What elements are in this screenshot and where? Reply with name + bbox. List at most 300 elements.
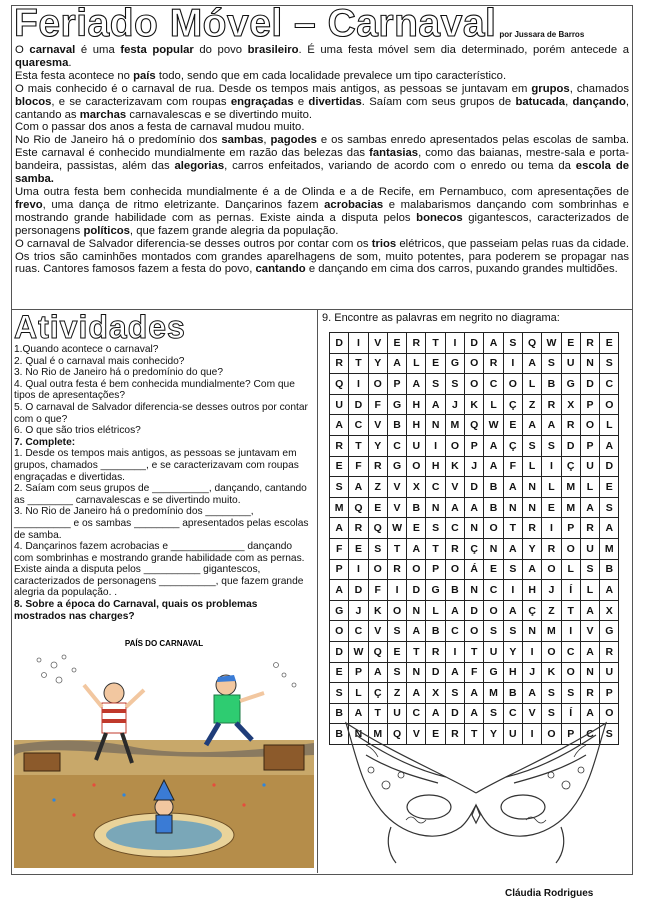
wordsearch-cell[interactable]: P	[426, 559, 445, 580]
wordsearch-cell[interactable]: Q	[349, 497, 368, 518]
wordsearch-cell[interactable]: O	[407, 559, 426, 580]
wordsearch-cell[interactable]: S	[580, 559, 599, 580]
wordsearch-cell[interactable]: N	[426, 415, 445, 436]
wordsearch-cell[interactable]: L	[580, 580, 599, 601]
wordsearch-cell[interactable]: W	[542, 333, 561, 354]
wordsearch-cell[interactable]: A	[368, 662, 387, 683]
wordsearch-cell[interactable]: A	[542, 415, 561, 436]
wordsearch-cell[interactable]: B	[484, 497, 503, 518]
wordsearch-cell[interactable]: R	[445, 538, 464, 559]
wordsearch-cell[interactable]: E	[387, 333, 406, 354]
wordsearch-cell[interactable]: T	[426, 333, 445, 354]
wordsearch-cell[interactable]: V	[387, 497, 406, 518]
wordsearch-cell[interactable]: W	[484, 415, 503, 436]
wordsearch-cell[interactable]: S	[484, 703, 503, 724]
wordsearch-cell[interactable]: N	[465, 518, 484, 539]
wordsearch-cell[interactable]: E	[600, 477, 619, 498]
wordsearch-cell[interactable]: Í	[561, 580, 580, 601]
wordsearch-cell[interactable]: E	[484, 559, 503, 580]
wordsearch-cell[interactable]: A	[600, 518, 619, 539]
wordsearch-cell[interactable]: F	[349, 456, 368, 477]
wordsearch-cell[interactable]: T	[349, 353, 368, 374]
wordsearch-cell[interactable]: C	[484, 374, 503, 395]
wordsearch-cell[interactable]: C	[349, 621, 368, 642]
wordsearch-cell[interactable]: A	[522, 353, 541, 374]
wordsearch-cell[interactable]: L	[542, 477, 561, 498]
wordsearch-cell[interactable]: O	[561, 662, 580, 683]
wordsearch-cell[interactable]: E	[542, 497, 561, 518]
wordsearch-cell[interactable]: G	[484, 662, 503, 683]
wordsearch-cell[interactable]: L	[580, 477, 599, 498]
wordsearch-cell[interactable]: R	[484, 353, 503, 374]
wordsearch-cell[interactable]: A	[503, 600, 522, 621]
wordsearch-cell[interactable]: Ç	[503, 394, 522, 415]
wordsearch-cell[interactable]: N	[522, 497, 541, 518]
wordsearch-cell[interactable]: K	[445, 456, 464, 477]
wordsearch-cell[interactable]: O	[445, 559, 464, 580]
wordsearch-cell[interactable]: A	[330, 580, 349, 601]
wordsearch-cell[interactable]: C	[426, 477, 445, 498]
wordsearch-cell[interactable]: S	[542, 353, 561, 374]
wordsearch-cell[interactable]: X	[407, 477, 426, 498]
wordsearch-cell[interactable]: N	[484, 538, 503, 559]
wordsearch-cell[interactable]: N	[522, 477, 541, 498]
wordsearch-cell[interactable]: M	[542, 621, 561, 642]
wordsearch-cell[interactable]: A	[426, 394, 445, 415]
wordsearch-cell[interactable]: R	[330, 435, 349, 456]
wordsearch-cell[interactable]: N	[522, 621, 541, 642]
wordsearch-cell[interactable]: P	[561, 518, 580, 539]
wordsearch-cell[interactable]: L	[484, 394, 503, 415]
wordsearch-cell[interactable]: V	[522, 703, 541, 724]
wordsearch-cell[interactable]: O	[503, 374, 522, 395]
wordsearch-cell[interactable]: S	[426, 374, 445, 395]
wordsearch-cell[interactable]: G	[561, 374, 580, 395]
wordsearch-cell[interactable]: S	[542, 683, 561, 704]
wordsearch-cell[interactable]: C	[600, 374, 619, 395]
wordsearch-cell[interactable]: I	[349, 559, 368, 580]
wordsearch-cell[interactable]: B	[445, 580, 464, 601]
wordsearch-cell[interactable]: A	[330, 415, 349, 436]
wordsearch-cell[interactable]: D	[465, 477, 484, 498]
wordsearch-cell[interactable]: Y	[503, 641, 522, 662]
wordsearch-cell[interactable]: P	[349, 662, 368, 683]
wordsearch-cell[interactable]: K	[368, 600, 387, 621]
wordsearch-cell[interactable]: U	[561, 353, 580, 374]
wordsearch-cell[interactable]: V	[387, 477, 406, 498]
wordsearch-cell[interactable]: C	[349, 415, 368, 436]
wordsearch-cell[interactable]: V	[407, 724, 426, 745]
wordsearch-cell[interactable]: O	[368, 374, 387, 395]
wordsearch-cell[interactable]: P	[580, 435, 599, 456]
wordsearch-cell[interactable]: A	[522, 559, 541, 580]
wordsearch-cell[interactable]: E	[503, 415, 522, 436]
wordsearch-cell[interactable]: D	[349, 394, 368, 415]
wordsearch-cell[interactable]: A	[426, 703, 445, 724]
wordsearch-cell[interactable]: S	[522, 435, 541, 456]
wordsearch-cell[interactable]: J	[349, 600, 368, 621]
wordsearch-cell[interactable]: J	[542, 580, 561, 601]
wordsearch-cell[interactable]: R	[426, 641, 445, 662]
wordsearch-cell[interactable]: N	[580, 662, 599, 683]
wordsearch-cell[interactable]: S	[330, 477, 349, 498]
wordsearch-cell[interactable]: W	[387, 518, 406, 539]
wordsearch-cell[interactable]: Y	[522, 538, 541, 559]
wordsearch-cell[interactable]: G	[330, 600, 349, 621]
wordsearch-cell[interactable]: S	[387, 621, 406, 642]
wordsearch-cell[interactable]: E	[407, 518, 426, 539]
wordsearch-cell[interactable]: S	[542, 703, 561, 724]
wordsearch-cell[interactable]: S	[426, 518, 445, 539]
wordsearch-cell[interactable]: D	[330, 641, 349, 662]
wordsearch-cell[interactable]: L	[600, 415, 619, 436]
wordsearch-cell[interactable]: P	[580, 394, 599, 415]
wordsearch-cell[interactable]: N	[503, 497, 522, 518]
wordsearch-cell[interactable]: D	[330, 333, 349, 354]
wordsearch-cell[interactable]: E	[387, 641, 406, 662]
wordsearch-cell[interactable]: O	[387, 600, 406, 621]
wordsearch-cell[interactable]: I	[503, 353, 522, 374]
wordsearch-cell[interactable]: G	[387, 394, 406, 415]
wordsearch-cell[interactable]: V	[368, 415, 387, 436]
wordsearch-cell[interactable]: D	[600, 456, 619, 477]
wordsearch-cell[interactable]: A	[600, 435, 619, 456]
wordsearch-cell[interactable]: S	[600, 497, 619, 518]
wordsearch-cell[interactable]: A	[503, 477, 522, 498]
wordsearch-cell[interactable]: S	[445, 683, 464, 704]
wordsearch-cell[interactable]: I	[561, 621, 580, 642]
wordsearch-cell[interactable]: Y	[368, 435, 387, 456]
wordsearch-cell[interactable]: P	[330, 559, 349, 580]
wordsearch-cell[interactable]: T	[561, 600, 580, 621]
wordsearch-cell[interactable]: B	[426, 621, 445, 642]
wordsearch-cell[interactable]: A	[522, 415, 541, 436]
wordsearch-cell[interactable]: O	[407, 456, 426, 477]
wordsearch-cell[interactable]: F	[503, 456, 522, 477]
wordsearch-cell[interactable]: U	[330, 394, 349, 415]
wordsearch-cell[interactable]: A	[407, 538, 426, 559]
wordsearch-cell[interactable]: I	[445, 333, 464, 354]
wordsearch-cell[interactable]: B	[484, 477, 503, 498]
wordsearch-cell[interactable]: A	[465, 683, 484, 704]
wordsearch-cell[interactable]: O	[465, 621, 484, 642]
wordsearch-cell[interactable]: C	[445, 518, 464, 539]
wordsearch-cell[interactable]: T	[465, 724, 484, 745]
wordsearch-cell[interactable]: E	[426, 724, 445, 745]
wordsearch-cell[interactable]: U	[387, 703, 406, 724]
wordsearch-cell[interactable]: A	[465, 497, 484, 518]
wordsearch-cell[interactable]: S	[561, 683, 580, 704]
wordsearch-cell[interactable]: S	[600, 724, 619, 745]
wordsearch-cell[interactable]: O	[600, 703, 619, 724]
wordsearch-cell[interactable]: A	[349, 477, 368, 498]
wordsearch-cell[interactable]: S	[368, 538, 387, 559]
wordsearch-cell[interactable]: B	[387, 415, 406, 436]
wordsearch-cell[interactable]: A	[484, 333, 503, 354]
wordsearch-cell[interactable]: R	[445, 724, 464, 745]
wordsearch-cell[interactable]: C	[484, 580, 503, 601]
wordsearch-cell[interactable]: T	[387, 538, 406, 559]
wordsearch-cell[interactable]: Á	[465, 559, 484, 580]
wordsearch-cell[interactable]: O	[542, 559, 561, 580]
wordsearch-cell[interactable]: C	[580, 724, 599, 745]
wordsearch-cell[interactable]: A	[445, 600, 464, 621]
wordsearch-cell[interactable]: I	[522, 641, 541, 662]
wordsearch-cell[interactable]: A	[503, 538, 522, 559]
wordsearch-cell[interactable]: O	[600, 394, 619, 415]
wordsearch-cell[interactable]: L	[522, 456, 541, 477]
wordsearch-cell[interactable]: D	[561, 435, 580, 456]
wordsearch-cell[interactable]: U	[407, 435, 426, 456]
wordsearch-cell[interactable]: M	[445, 415, 464, 436]
wordsearch-cell[interactable]: L	[522, 374, 541, 395]
wordsearch-cell[interactable]: S	[542, 435, 561, 456]
wordsearch-cell[interactable]: S	[330, 683, 349, 704]
wordsearch-cell[interactable]: G	[600, 621, 619, 642]
wordsearch-cell[interactable]: B	[600, 559, 619, 580]
wordsearch-cell[interactable]: R	[330, 353, 349, 374]
wordsearch-cell[interactable]: R	[600, 641, 619, 662]
wordsearch-cell[interactable]: I	[445, 641, 464, 662]
wordsearch-cell[interactable]: S	[503, 621, 522, 642]
wordsearch-cell[interactable]: L	[407, 353, 426, 374]
wordsearch-cell[interactable]: X	[426, 683, 445, 704]
wordsearch-cell[interactable]: M	[368, 724, 387, 745]
wordsearch-cell[interactable]: S	[484, 621, 503, 642]
wordsearch-cell[interactable]: W	[349, 641, 368, 662]
wordsearch-cell[interactable]: V	[368, 333, 387, 354]
wordsearch-cell[interactable]: N	[580, 353, 599, 374]
wordsearch-cell[interactable]: Q	[387, 724, 406, 745]
wordsearch-cell[interactable]: O	[580, 415, 599, 436]
wordsearch-cell[interactable]: O	[445, 435, 464, 456]
wordsearch-cell[interactable]: T	[465, 641, 484, 662]
wordsearch-cell[interactable]: F	[330, 538, 349, 559]
wordsearch-cell[interactable]: R	[542, 394, 561, 415]
wordsearch-cell[interactable]: D	[465, 333, 484, 354]
wordsearch-cell[interactable]: L	[561, 559, 580, 580]
wordsearch-cell[interactable]: Ç	[465, 538, 484, 559]
wordsearch-cell[interactable]: R	[368, 456, 387, 477]
wordsearch-cell[interactable]: C	[387, 435, 406, 456]
wordsearch-cell[interactable]: H	[503, 662, 522, 683]
wordsearch-cell[interactable]: R	[580, 518, 599, 539]
wordsearch-cell[interactable]: T	[349, 435, 368, 456]
wordsearch-cell[interactable]: I	[542, 518, 561, 539]
wordsearch-cell[interactable]: B	[503, 683, 522, 704]
wordsearch-cell[interactable]: B	[407, 497, 426, 518]
wordsearch-cell[interactable]: R	[542, 538, 561, 559]
wordsearch-cell[interactable]: A	[484, 435, 503, 456]
wordsearch-cell[interactable]: A	[407, 621, 426, 642]
wordsearch-cell[interactable]: M	[561, 497, 580, 518]
wordsearch-cell[interactable]: F	[368, 394, 387, 415]
wordsearch-cell[interactable]: O	[561, 538, 580, 559]
wordsearch-cell[interactable]: F	[465, 662, 484, 683]
wordsearch-cell[interactable]: O	[484, 600, 503, 621]
wordsearch-cell[interactable]: T	[426, 538, 445, 559]
wordsearch-cell[interactable]: O	[330, 621, 349, 642]
wordsearch-cell[interactable]: O	[465, 353, 484, 374]
wordsearch-cell[interactable]: O	[484, 518, 503, 539]
wordsearch-cell[interactable]: E	[368, 497, 387, 518]
wordsearch-cell[interactable]: A	[580, 497, 599, 518]
wordsearch-cell[interactable]: L	[349, 683, 368, 704]
wordsearch-cell[interactable]: A	[407, 683, 426, 704]
wordsearch-cell[interactable]: B	[330, 703, 349, 724]
wordsearch-cell[interactable]: V	[368, 621, 387, 642]
wordsearch-cell[interactable]: S	[503, 559, 522, 580]
wordsearch-cell[interactable]: H	[407, 415, 426, 436]
wordsearch-cell[interactable]: V	[445, 477, 464, 498]
wordsearch-cell[interactable]: Ç	[368, 683, 387, 704]
wordsearch-cell[interactable]: R	[580, 683, 599, 704]
wordsearch-cell[interactable]: N	[407, 600, 426, 621]
wordsearch-cell[interactable]: Y	[368, 353, 387, 374]
wordsearch-cell[interactable]: M	[330, 497, 349, 518]
wordsearch-cell[interactable]: T	[503, 518, 522, 539]
wordsearch-cell[interactable]: P	[387, 374, 406, 395]
wordsearch-cell[interactable]: C	[407, 703, 426, 724]
wordsearch-cell[interactable]: Ç	[503, 435, 522, 456]
wordsearch-cell[interactable]: S	[503, 333, 522, 354]
wordsearch-cell[interactable]: E	[600, 333, 619, 354]
wordsearch-cell[interactable]: A	[580, 703, 599, 724]
wordsearch-cell[interactable]: R	[580, 333, 599, 354]
wordsearch-cell[interactable]: S	[387, 662, 406, 683]
wordsearch-cell[interactable]: A	[580, 600, 599, 621]
wordsearch-cell[interactable]: Z	[368, 477, 387, 498]
wordsearch-cell[interactable]: N	[465, 580, 484, 601]
wordsearch-cell[interactable]: J	[445, 394, 464, 415]
wordsearch-cell[interactable]: P	[465, 435, 484, 456]
wordsearch-cell[interactable]: J	[465, 456, 484, 477]
wordsearch-cell[interactable]: E	[426, 353, 445, 374]
wordsearch-cell[interactable]: Q	[330, 374, 349, 395]
wordsearch-cell[interactable]: A	[600, 580, 619, 601]
wordsearch-cell[interactable]: J	[522, 662, 541, 683]
wordsearch-cell[interactable]: Z	[542, 600, 561, 621]
wordsearch-cell[interactable]: E	[349, 538, 368, 559]
wordsearch-cell[interactable]: P	[561, 724, 580, 745]
wordsearch-cell[interactable]: A	[580, 641, 599, 662]
wordsearch-cell[interactable]: Q	[465, 415, 484, 436]
wordsearch-cell[interactable]: I	[349, 374, 368, 395]
wordsearch-cell[interactable]: U	[503, 724, 522, 745]
wordsearch-cell[interactable]: Z	[387, 683, 406, 704]
wordsearch-cell[interactable]: A	[407, 374, 426, 395]
wordsearch-cell[interactable]: U	[580, 538, 599, 559]
wordsearch-cell[interactable]: F	[368, 580, 387, 601]
wordsearch-cell[interactable]: Ç	[561, 456, 580, 477]
wordsearch-cell[interactable]: S	[445, 374, 464, 395]
wordsearch-cell[interactable]: I	[387, 580, 406, 601]
wordsearch-cell[interactable]: I	[542, 456, 561, 477]
wordsearch-cell[interactable]: A	[445, 662, 464, 683]
wordsearch-cell[interactable]: N	[407, 662, 426, 683]
wordsearch-cell[interactable]: P	[600, 683, 619, 704]
wordsearch-cell[interactable]: Í	[561, 703, 580, 724]
wordsearch-cell[interactable]: X	[600, 600, 619, 621]
wordsearch-cell[interactable]: C	[503, 703, 522, 724]
wordsearch-cell[interactable]: I	[522, 724, 541, 745]
wordsearch-cell[interactable]: M	[600, 538, 619, 559]
wordsearch-cell[interactable]: Q	[368, 518, 387, 539]
wordsearch-cell[interactable]: H	[522, 580, 541, 601]
wordsearch-cell[interactable]: R	[561, 415, 580, 436]
wordsearch-cell[interactable]: U	[600, 662, 619, 683]
wordsearch-cell[interactable]: K	[542, 662, 561, 683]
wordsearch-cell[interactable]: O	[542, 724, 561, 745]
wordsearch-cell[interactable]: A	[330, 518, 349, 539]
wordsearch-cell[interactable]: A	[349, 703, 368, 724]
wordsearch-cell[interactable]: I	[426, 435, 445, 456]
wordsearch-cell[interactable]: C	[561, 641, 580, 662]
wordsearch-cell[interactable]: D	[580, 374, 599, 395]
wordsearch-cell[interactable]: B	[330, 724, 349, 745]
wordsearch-cell[interactable]: M	[561, 477, 580, 498]
wordsearch-cell[interactable]: C	[445, 621, 464, 642]
wordsearch-cell[interactable]: K	[465, 394, 484, 415]
wordsearch-cell[interactable]: O	[542, 641, 561, 662]
wordsearch-cell[interactable]: N	[349, 724, 368, 745]
wordsearch-cell[interactable]: A	[522, 683, 541, 704]
wordsearch-cell[interactable]: D	[465, 600, 484, 621]
wordsearch-cell[interactable]: I	[503, 580, 522, 601]
wordsearch-cell[interactable]: D	[426, 662, 445, 683]
wordsearch-cell[interactable]: R	[349, 518, 368, 539]
wordsearch-cell[interactable]: I	[349, 333, 368, 354]
wordsearch-cell[interactable]: O	[368, 559, 387, 580]
wordsearch-cell[interactable]: A	[465, 703, 484, 724]
wordsearch-cell[interactable]: T	[407, 641, 426, 662]
wordsearch-cell[interactable]: E	[330, 456, 349, 477]
wordsearch-cell[interactable]: H	[407, 394, 426, 415]
wordsearch-cell[interactable]: Q	[368, 641, 387, 662]
wordsearch-cell[interactable]: L	[426, 600, 445, 621]
wordsearch-cell[interactable]: E	[561, 333, 580, 354]
wordsearch-cell[interactable]: X	[561, 394, 580, 415]
wordsearch-cell[interactable]: U	[484, 641, 503, 662]
wordsearch-cell[interactable]: A	[387, 353, 406, 374]
wordsearch-cell[interactable]: G	[426, 580, 445, 601]
wordsearch-cell[interactable]: G	[445, 353, 464, 374]
wordsearch-cell[interactable]: O	[465, 374, 484, 395]
wordsearch-cell[interactable]: H	[426, 456, 445, 477]
wordsearch-cell[interactable]: R	[522, 518, 541, 539]
wordsearch-cell[interactable]: Ç	[522, 600, 541, 621]
wordsearch-cell[interactable]: V	[580, 621, 599, 642]
wordsearch-cell[interactable]: D	[445, 703, 464, 724]
wordsearch-cell[interactable]: R	[407, 333, 426, 354]
wordsearch-cell[interactable]: B	[542, 374, 561, 395]
wordsearch-cell[interactable]: S	[600, 353, 619, 374]
wordsearch-cell[interactable]: D	[407, 580, 426, 601]
wordsearch-cell[interactable]: Z	[522, 394, 541, 415]
wordsearch-cell[interactable]: N	[426, 497, 445, 518]
wordsearch-cell[interactable]: Y	[484, 724, 503, 745]
wordsearch-cell[interactable]: Q	[522, 333, 541, 354]
wordsearch-cell[interactable]: R	[387, 559, 406, 580]
wordsearch-cell[interactable]: E	[330, 662, 349, 683]
wordsearch-cell[interactable]: D	[349, 580, 368, 601]
wordsearch-cell[interactable]: A	[484, 456, 503, 477]
wordsearch-cell[interactable]: G	[387, 456, 406, 477]
wordsearch-cell[interactable]: U	[580, 456, 599, 477]
wordsearch-cell[interactable]: M	[484, 683, 503, 704]
wordsearch-cell[interactable]: A	[445, 497, 464, 518]
wordsearch-cell[interactable]: T	[368, 703, 387, 724]
